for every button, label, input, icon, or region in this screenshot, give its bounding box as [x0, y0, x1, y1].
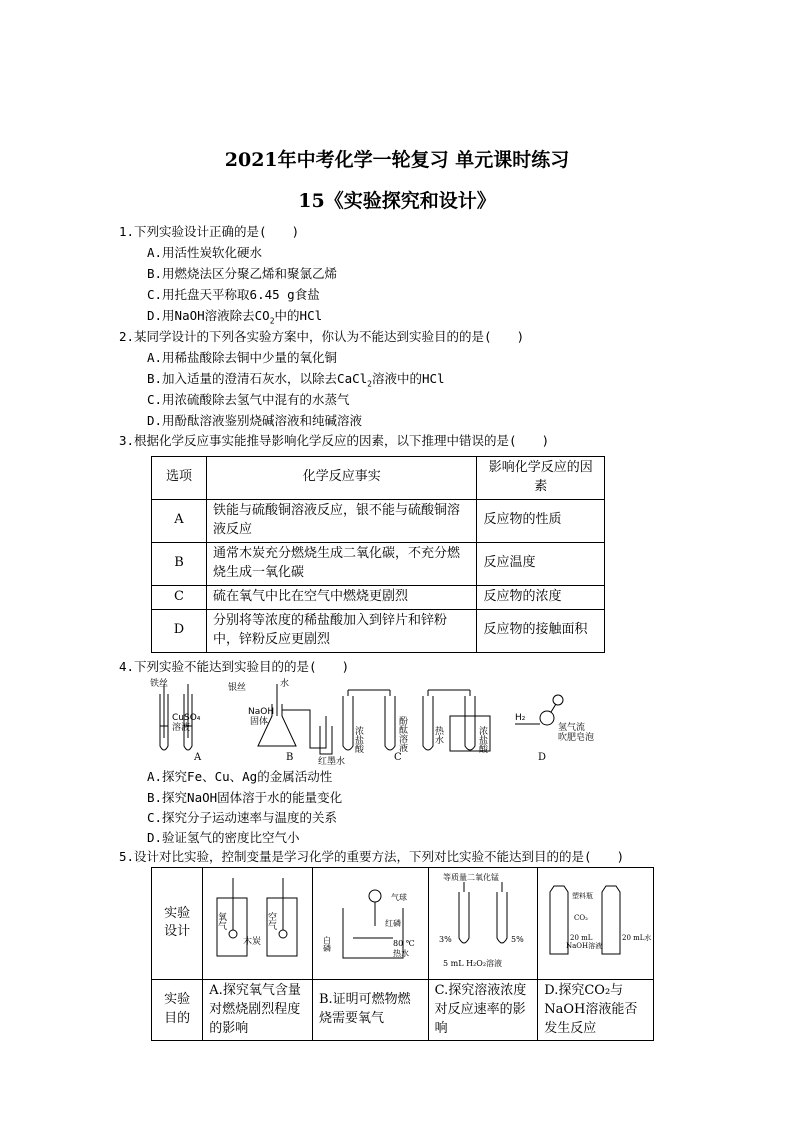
q5-row-label-design: 实验设计 — [152, 868, 203, 980]
fig-label: 氧气 — [216, 912, 227, 930]
fig-label: 80 ℃ — [392, 939, 415, 948]
fig-label: 红墨水 — [318, 757, 346, 766]
q3-cell: 反应物的性质 — [477, 499, 605, 542]
q4-option-b: B.探究NaOH固体溶于水的能量变化 — [147, 790, 343, 805]
q3-cell: 反应物的接触面积 — [477, 609, 605, 652]
fig-label: 固体 — [250, 717, 269, 727]
fig-label: 氢气流 — [558, 723, 586, 733]
page-title: 2021年中考化学一轮复习 单元课时练习 — [224, 149, 570, 171]
q3-cell: 铁能与硫酸铜溶液反应，银不能与硫酸铜溶液反应 — [206, 499, 477, 542]
fig-label: 浓盐酸 — [353, 726, 363, 753]
fig-label: 白磷 — [322, 936, 332, 952]
q3-cell: A — [152, 499, 207, 542]
fig-label-a: A — [194, 752, 202, 763]
q5-purpose-d: D.探究CO₂与NaOH溶液能否发生反应 — [538, 979, 654, 1041]
fig-label-b: B — [286, 752, 294, 763]
q3-cell: 硫在氧气中比在空气中燃烧更剧烈 — [206, 585, 477, 609]
fig-label: 20 mL — [570, 934, 593, 942]
question-2-stem: 2.某同学设计的下列各实验方案中，你认为不能达到实验目的的是( ) — [119, 329, 525, 344]
q1-option-c: C.用托盘天平称取6.45 g食盐 — [147, 287, 320, 302]
q5-row-label-purpose: 实验目的 — [152, 979, 203, 1041]
fig-label: 溶液 — [172, 723, 191, 733]
fig-label: 热水 — [392, 949, 409, 958]
fig-label: 铁丝 — [150, 679, 169, 689]
q3-header-option: 选项 — [152, 457, 207, 500]
q2-option-b: B.加入适量的澄清石灰水，以除去CaCl$_2$溶液中的HCl — [147, 371, 445, 389]
q3-cell: 通常木炭充分燃烧生成二氧化碳，不充分燃烧生成一氧化碳 — [206, 542, 477, 585]
q4-option-a: A.探究Fe、Cu、Ag的金属活动性 — [147, 769, 333, 784]
q5-table — [151, 867, 654, 1041]
q3-cell: D — [152, 609, 207, 652]
fig-label: 5 mL H₂O₂溶液 — [442, 959, 502, 968]
fig-label: 浓盐酸 — [477, 726, 487, 753]
fig-label: 银丝 — [228, 683, 247, 693]
q2-option-a: A.用稀盐酸除去铜中少量的氧化铜 — [147, 350, 338, 365]
q4-apparatus-figure — [140, 676, 600, 766]
table-row — [152, 585, 605, 609]
q1-option-b: B.用燃烧法区分聚乙烯和聚氯乙烯 — [147, 266, 338, 281]
fig-label-c: C — [394, 752, 402, 763]
fig-label: 红磷 — [384, 919, 401, 928]
q3-cell: B — [152, 542, 207, 585]
fig-label-d: D — [538, 752, 547, 763]
table-row — [152, 499, 605, 542]
q1-option-d: D.用NaOH溶液除去$CO_2$中的HCl — [147, 308, 323, 326]
fig-label: 气球 — [390, 893, 407, 902]
fig-label: H₂ — [515, 713, 526, 723]
page-subtitle: 15《实验探究和设计》 — [298, 190, 496, 212]
fig-label: 等质量二氧化锰 — [442, 873, 499, 882]
fig-label: 塑料瓶 — [572, 892, 594, 900]
question-5-stem: 5.设计对比实验，控制变量是学习化学的重要方法，下列对比实验不能达到目的的是( ) — [119, 849, 625, 864]
fig-label: CO₂ — [574, 914, 589, 922]
fig-label: 5% — [510, 935, 524, 944]
fig-label: NaOH溶液 — [566, 942, 603, 950]
fig-label: 空气 — [266, 912, 277, 930]
q3-table — [151, 456, 605, 653]
q3-cell: 分别将等浓度的稀盐酸加入到锌片和锌粉中，锌粉反应更剧烈 — [206, 609, 477, 652]
q3-cell: 反应物的浓度 — [477, 585, 605, 609]
q5-design-c — [428, 868, 538, 980]
fig-label: 酚酞溶液 — [397, 716, 407, 752]
fig-label: 木炭 — [243, 937, 262, 947]
q3-header-fact: 化学反应事实 — [206, 457, 477, 500]
fig-label: 热水 — [433, 726, 443, 744]
fig-label: NaOH — [248, 707, 275, 717]
fig-label: 吹肥皂泡 — [558, 733, 595, 743]
question-1-stem: 1.下列实验设计正确的是( ) — [119, 224, 300, 239]
fig-label: 20 mL水 — [622, 934, 652, 942]
question-3-stem: 3.根据化学反应事实能推导影响化学反应的因素，以下推理中错误的是( ) — [119, 433, 550, 448]
q5-design-d — [538, 868, 654, 980]
q5-design-b — [312, 868, 428, 980]
q5-design-a — [203, 868, 313, 980]
table-row — [152, 609, 605, 652]
q3-header-factor: 影响化学反应的因素 — [477, 457, 605, 500]
fig-label: 水 — [280, 679, 290, 689]
q1-option-a: A.用活性炭软化硬水 — [147, 245, 263, 260]
q2-option-d: D.用酚酞溶液鉴别烧碱溶液和纯碱溶液 — [147, 413, 363, 428]
fig-label: CuSO₄ — [172, 713, 201, 723]
fig-label: 3% — [438, 935, 452, 944]
q3-cell: 反应温度 — [477, 542, 605, 585]
q5-purpose-c: C.探究溶液浓度对反应速率的影响 — [428, 979, 538, 1041]
q3-cell: C — [152, 585, 207, 609]
q2-option-c: C.用浓硫酸除去氢气中混有的水蒸气 — [147, 392, 350, 407]
table-row — [152, 542, 605, 585]
question-4-stem: 4.下列实验不能达到实验目的的是( ) — [119, 659, 350, 674]
q4-option-d: D.验证氢气的密度比空气小 — [147, 830, 300, 845]
q5-purpose-a: A.探究氧气含量对燃烧剧烈程度的影响 — [203, 979, 313, 1041]
q4-option-c: C.探究分子运动速率与温度的关系 — [147, 810, 338, 825]
q5-purpose-b: B.证明可燃物燃烧需要氧气 — [312, 979, 428, 1041]
